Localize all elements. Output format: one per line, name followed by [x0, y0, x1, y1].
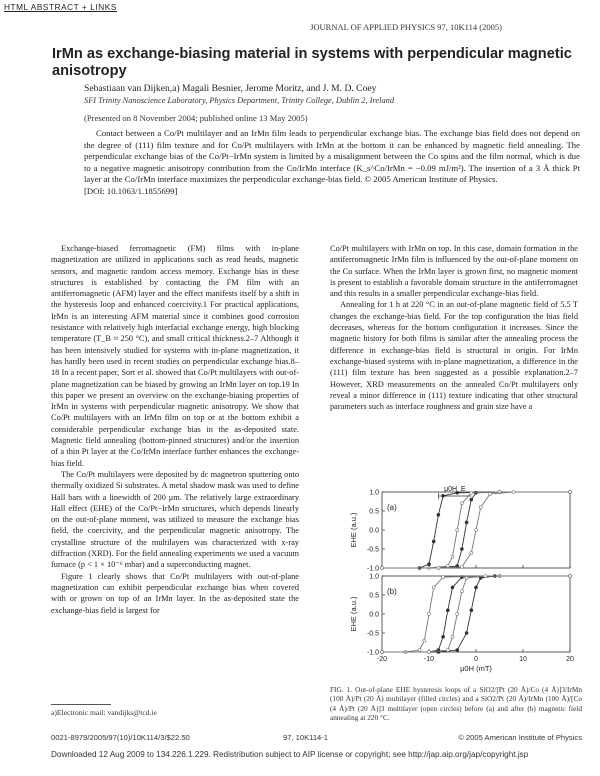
body-paragraph: Co/Pt multilayers with IrMn on top. In this case, domain formation in the antiferromagnetic IrMn film is influenced by the out-of-plane moment on the Co surface. When the IrMn layer is grown first, no magnetic moment is present to establish a favorable domain structure in the antiferromagnet and this results in a smaller perpendicular exchange-bias field. [330, 244, 578, 299]
data-point [446, 649, 449, 652]
footnote-divider [51, 704, 111, 705]
y-axis-label: EHE (a.u.) [349, 596, 358, 632]
data-point [470, 551, 473, 554]
data-point [569, 575, 572, 578]
data-point [418, 649, 421, 652]
data-point [451, 635, 454, 638]
y-tick-label: 1.0 [369, 573, 379, 581]
data-point [460, 548, 463, 551]
abstract-text: Contact between a Co/Pt multilayer and an IrMn film leads to perpendicular exchange bias. The exchange bias field does not depend on the degree of (111) film texture and for Co/Pt multilayers with IrMn at the bottom it can be enhanced by magnetic field annealing. The perpendicular exchange bias of the Co/Pt−IrMn system is limited by a misalignment between the Co spins and the film normal, which is due to a negative magnetic anisotropy contribution from the Co/IrMn interface (K_s^Co/IrMn = −0.09 mJ/m²). The insertion of a 3 Å thick Pt layer at the Co/IrMn interface maximizes the perpendicular exchange-bias field. © 2005 American Institute of Physics. [84, 128, 580, 184]
data-point [569, 491, 572, 494]
data-point [470, 498, 473, 501]
footnote-email: a)Electronic mail: vandijks@tcd.ie [51, 708, 157, 717]
data-point [442, 576, 445, 579]
figure-caption: FIG. 1. Out-of-plane EHE hysteresis loops of a SiO2/[Pt (20 Å)/Co (4 Å)]3/IrMn (100 Å)/Pt (20 Å) multilayer (filled circles) and a SiO2/Pt (20 Å)/IrMn (100 Å)/[Co (4 Å)/Pt (20 Å)]3 multilayer (open circles) before (a) and after (b) magnetic field annealing at 220 °C. [330, 685, 582, 723]
data-point [437, 567, 440, 570]
x-tick-label: -20 [376, 656, 388, 663]
article-title: IrMn as exchange-biasing material in systems with perpendicular magnetic anisotropy [52, 46, 572, 79]
data-point [432, 586, 435, 589]
left-column [51, 243, 299, 616]
author-list: Sebastiaan van Dijken,a) Magali Besnier, Jerome Moritz, and J. M. D. Coey [84, 83, 377, 94]
y-tick-label: -1.0 [366, 565, 379, 573]
right-column [330, 243, 578, 412]
x-tick-label: -10 [423, 656, 435, 663]
body-paragraph: Annealing for 1 h at 220 °C in an out-of-plane magnetic field of 5.5 T changes the exchange-bias field. For the top configuration the bias field decreases, whereas for the bottom configuration it increases. Since the magnetic history for both films is similar after the annealing process the difference in exchange-bias field is structural in origin. For IrMn exchange-biased systems with in-plane magnetization, a difference in the (111) film texture has been suggested as a possible explanation.2–7 However, XRD measurements on the annealed Co/Pt multilayers only reveal a minor difference in (111) texture indicating that other structural parameters such as interface roughness and grain size have a [330, 300, 578, 412]
bias-field-label: μ0H_E [444, 486, 466, 493]
data-point [442, 635, 445, 638]
data-point [428, 563, 431, 566]
x-axis-label: μ0H (mT) [460, 664, 492, 673]
footer-issn: 0021-8979/2005/97(10)/10K114/3/$22.50 [51, 733, 190, 742]
data-point [479, 506, 482, 509]
panel-label: (b) [387, 587, 397, 596]
presented-date: (Presented on 8 November 2004; published online 13 May 2005) [84, 113, 308, 123]
data-point [437, 513, 440, 516]
footer-copyright: © 2005 American Institute of Physics [458, 733, 582, 742]
y-tick-label: 0.0 [369, 611, 379, 619]
body-paragraph: Figure 1 clearly shows that Co/Pt multilayers with out-of-plane magnetization can exhibit perpendicular exchange bias when covered with or grown on top of an IrMn layer. In the as-deposited state the exchange-bias field is largest for [51, 571, 299, 615]
y-tick-label: -1.0 [366, 649, 379, 657]
data-point [456, 613, 459, 616]
y-tick-label: -0.5 [366, 546, 379, 554]
journal-header: JOURNAL OF APPLIED PHYSICS 97, 10K114 (2005) [310, 22, 502, 32]
download-notice: Downloaded 12 Aug 2009 to 134.226.1.229. Redistribution subject to AIP license or copyright; see http://jap.aip.org/jap/copyright.jsp [51, 750, 529, 759]
y-axis-label: EHE (a.u.) [349, 512, 358, 548]
data-point [381, 651, 384, 654]
y-tick-label: 1.0 [369, 489, 379, 497]
data-point [428, 613, 431, 616]
x-tick-label: 10 [519, 656, 527, 663]
data-point [470, 609, 473, 612]
data-point [475, 529, 478, 532]
data-point [465, 521, 468, 524]
data-point [446, 609, 449, 612]
data-point [451, 555, 454, 558]
data-point [456, 529, 459, 532]
data-point [428, 651, 431, 654]
x-tick-label: 0 [474, 656, 478, 663]
footer-page-number: 97, 10K114-1 [283, 733, 329, 742]
data-point [489, 492, 492, 495]
data-point [432, 540, 435, 543]
y-tick-label: 0.0 [369, 527, 379, 535]
data-point [484, 575, 487, 578]
y-tick-label: 0.5 [369, 508, 379, 516]
data-point [460, 502, 463, 505]
data-point [470, 491, 473, 494]
x-tick-label: 20 [566, 656, 574, 663]
affiliation: SFI Trinity Nanoscience Laboratory, Physics Department, Trinity College, Dublin 2, Ireland [84, 96, 395, 105]
data-point [465, 576, 468, 579]
data-point [451, 586, 454, 589]
y-tick-label: 0.5 [369, 592, 379, 600]
y-tick-label: -0.5 [366, 630, 379, 638]
data-point [465, 632, 468, 635]
data-point [475, 586, 478, 589]
doi-link[interactable]: [DOI: 10.1063/1.1855699] [84, 185, 178, 196]
data-point [423, 639, 426, 642]
data-point [460, 590, 463, 593]
data-point [460, 565, 463, 568]
body-paragraph: Exchange-biased ferromagnetic (FM) films with in-plane magnetization are utilized in applications such as read heads, magnetic sensors, and magnetic random access memory. Exchange bias in these structures is established by contacting the FM film with an antiferromagnetic (AFM) layer and the effect manifests itself by a shift in the hysteresis loop and enhanced coercivity.1 For practical applications, IrMn is an interesting AFM material since it combines good corrosion resistance with relatively high interfacial exchange energy, high blocking temperature (T_B ≈ 250 °C), and small critical thickness.2–7 Although it has been intensively studied for systems with in-plane magnetization, it has hardly been used in recent studies on perpendicular exchange bias.8–18 In a recent paper, Sort et al. showed that Co/Pt multilayers with out-of-plane magnetization can be biased by growing an IrMn layer on top.19 In this paper we present an overview on the exchange-biasing properties of IrMn in systems with perpendicular magnetic anisotropy. We show that Co/Pt multilayers with an IrMn film on top or at the bottom exhibit a considerable perpendicular exchange bias in the as-deposited state. Magnetic field annealing (bottom-pinned structures) and/or the insertion of a thin Pt layer at the Co/IrMn interface further enhances the exchange-bias field. [51, 244, 299, 468]
panel-label: (a) [387, 503, 397, 512]
html-abstract-links[interactable]: HTML ABSTRACT + LINKS [4, 3, 117, 12]
body-paragraph: The Co/Pt multilayers were deposited by dc magnetron sputtering onto thermally oxidized Si substrates. A metal shadow mask was used to define Hall bars with a linewidth of 200 μm. The relatively large extraordinary Hall effect (EHE) of the Co/Pt−IrMn structures, which depends linearly on the out-of-plane moment, was utilized to measure the exchange bias field, the coercivity, and the perpendicular magnetic anisotropy. The crystalline structure of the multilayers was characterized with x-ray diffraction (XRD). For the field annealing experiments we used a vacuum furnace (p < 1 × 10⁻⁶ mbar) and a superconducting magnet. [51, 469, 299, 570]
figure-1-plot [330, 480, 580, 680]
data-point [456, 649, 459, 652]
data-point [512, 491, 515, 494]
data-point [381, 567, 384, 570]
abstract [84, 128, 580, 197]
